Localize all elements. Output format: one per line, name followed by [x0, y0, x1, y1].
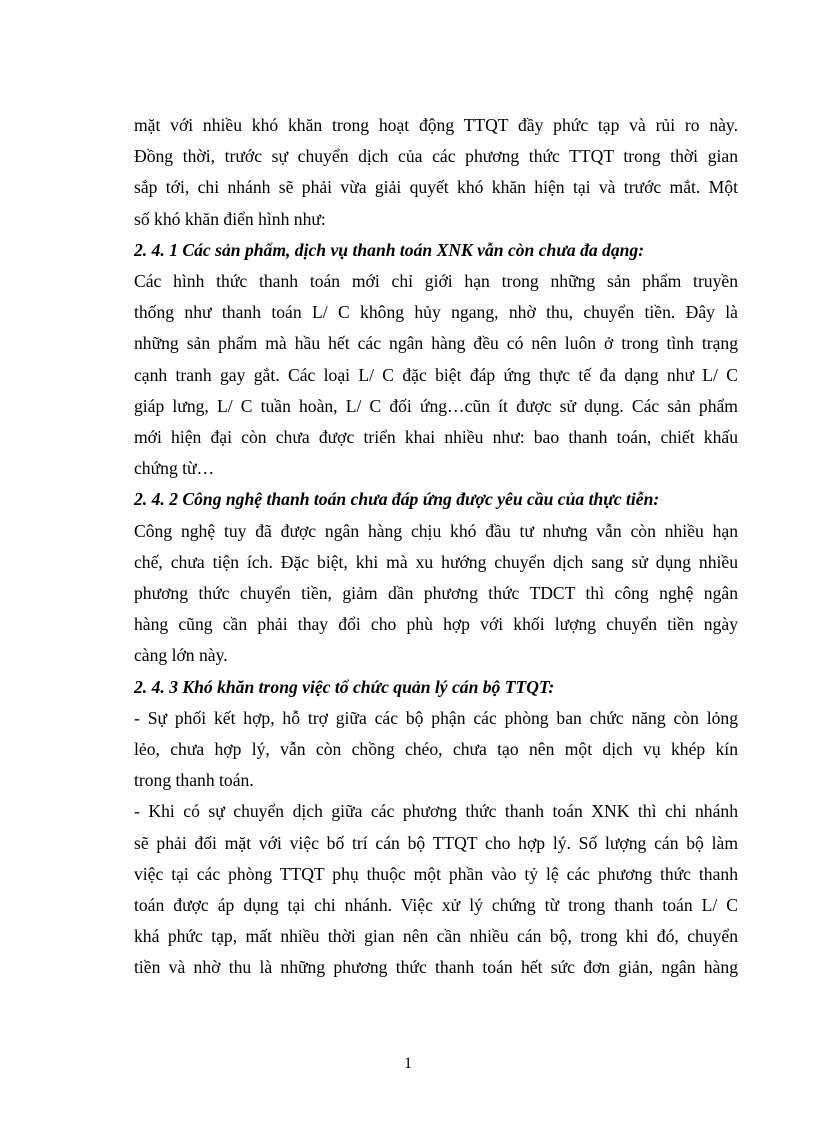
- page-number: 1: [404, 1055, 412, 1072]
- section-heading: 2. 4. 2 Công nghệ thanh toán chưa đáp ứng được yêu cầu của thực tiễn:: [134, 489, 660, 510]
- paragraph-line: những sản phẩm mà hầu hết các ngân hàng đều có nên luôn ở trong tình trạng: [134, 333, 738, 354]
- paragraph-line: việc tại các phòng TTQT phụ thuộc một phần vào tỷ lệ các phương thức thanh: [134, 863, 738, 884]
- paragraph-line: khá phức tạp, mất nhiều thời gian nên cần nhiều cán bộ, trong khi đó, chuyển: [134, 926, 738, 947]
- paragraph-line: chứng từ…: [134, 458, 215, 479]
- paragraph-line: toán được áp dụng tại chi nhánh. Việc xử lý chứng từ trong thanh toán L/ C: [134, 895, 738, 916]
- section-heading: 2. 4. 1 Các sản phẩm, dịch vụ thanh toán XNK vẫn còn chưa đa dạng:: [134, 239, 645, 260]
- paragraph-line: sẽ phải đối mặt với việc bố trí cán bộ TTQT cho hợp lý. Số lượng cán bộ làm: [134, 832, 738, 853]
- paragraph-line: chế, chưa tiện ích. Đặc biệt, khi mà xu hướng chuyển dịch sang sử dụng nhiều: [134, 551, 738, 572]
- document-body: [134, 110, 738, 984]
- paragraph-line: cạnh tranh gay gắt. Các loại L/ C đặc biệt đáp ứng thực tế đa dạng như L/ C: [134, 364, 738, 385]
- paragraph-line: phương thức chuyển tiền, giảm dần phương thức TDCT thì công nghệ ngân: [134, 583, 738, 604]
- paragraph-line: số khó khăn điển hình như:: [134, 208, 326, 229]
- paragraph-line: Công nghệ tuy đã được ngân hàng chịu khó đầu tư nhưng vẫn còn nhiều hạn: [134, 520, 738, 541]
- paragraph-line: lẻo, chưa hợp lý, vẫn còn chồng chéo, chưa tạo nên một dịch vụ khép kín: [134, 739, 738, 760]
- paragraph-line: hàng cũng cần phải thay đổi cho phù hợp với khối lượng chuyển tiền ngày: [134, 614, 738, 635]
- paragraph-line: Đồng thời, trước sự chuyển dịch của các phương thức TTQT trong thời gian: [134, 146, 738, 167]
- paragraph-line: thống như thanh toán L/ C không hủy ngang, nhờ thu, chuyển tiền. Đây là: [134, 302, 738, 323]
- paragraph-line: giáp lưng, L/ C tuần hoàn, L/ C đối ứng…cũn ít được sử dụng. Các sản phẩm: [134, 395, 738, 416]
- paragraph-line: - Khi có sự chuyển dịch giữa các phương thức thanh toán XNK thì chi nhánh: [134, 801, 738, 822]
- section-heading: 2. 4. 3 Khó khăn trong việc tổ chức quản lý cán bộ TTQT:: [134, 676, 555, 697]
- paragraph-line: sắp tới, chi nhánh sẽ phải vừa giải quyết khó khăn hiện tại và trước mắt. Một: [134, 177, 738, 198]
- paragraph-line: càng lớn này.: [134, 645, 228, 666]
- paragraph-line: trong thanh toán.: [134, 770, 254, 791]
- paragraph-line: - Sự phối kết hợp, hỗ trợ giữa các bộ phận các phòng ban chức năng còn lỏng: [134, 707, 738, 728]
- paragraph-line: mới hiện đại còn chưa được triển khai nhiều như: bao thanh toán, chiết khấu: [134, 427, 738, 448]
- paragraph-line: mặt với nhiều khó khăn trong hoạt động TTQT đầy phức tạp và rủi ro này.: [134, 115, 738, 135]
- paragraph-line: Các hình thức thanh toán mới chỉ giới hạn trong những sản phẩm truyền: [134, 271, 738, 292]
- paragraph-line: tiền và nhờ thu là những phương thức thanh toán hết sức đơn giản, ngân hàng: [134, 957, 738, 978]
